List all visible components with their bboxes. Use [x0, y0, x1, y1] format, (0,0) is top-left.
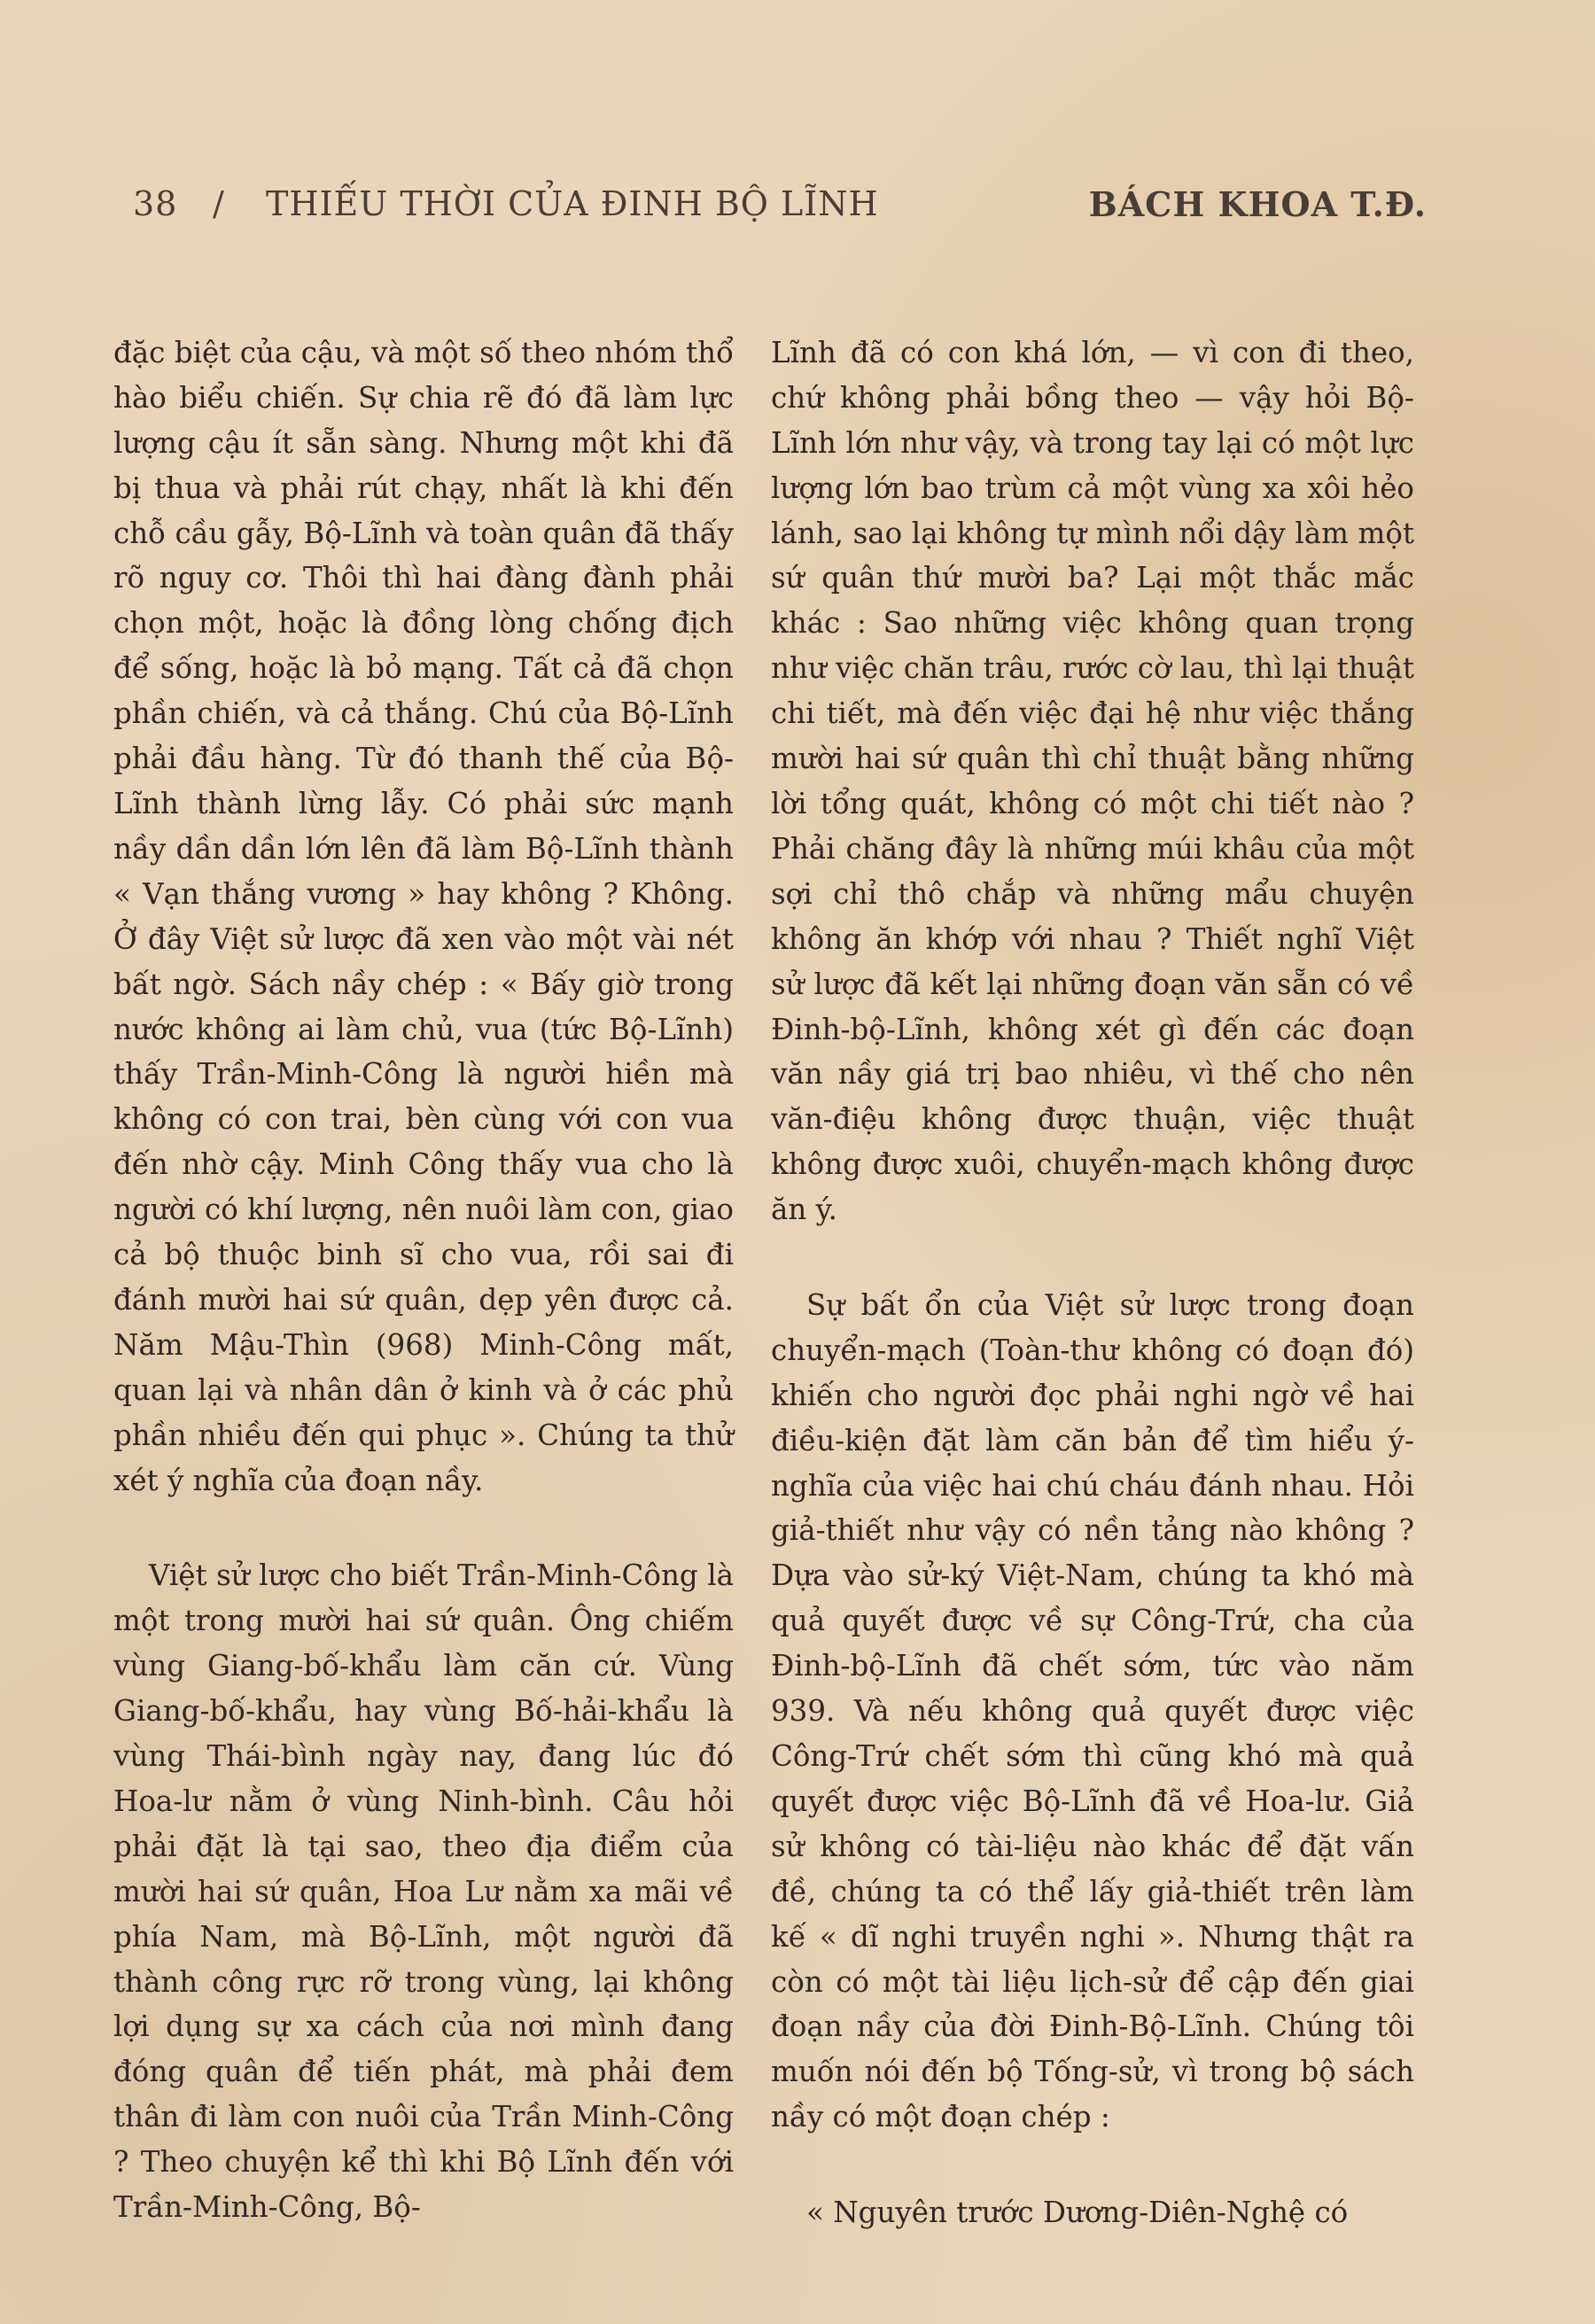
paragraph: Việt sử lược cho biết Trần-Minh-Công là một trong mười hai sứ quân. Ông chiếm vùng Giang-bố-khẩu làm căn cứ. Vùng Giang-bố-khẩu, hay vùng Bố-hải-khẩu là vùng Thái-bình ngày nay, đang lúc đó Hoa-lư nằm ở vùng Ninh-bình. Câu hỏi phải đặt là tại sao, theo địa điểm của mười hai sứ quân, Hoa Lư nằm xa mãi về phía Nam, mà Bộ-Lĩnh, một người đã thành công rực rỡ trong vùng, lại không lợi dụng sự xa cách của nơi mình đang đóng quân để tiến phát, mà phải đem thân đi làm con nuôi của Trần Minh-Công ? Theo chuyện kể thì khi Bộ Lĩnh đến với Trần-Minh-Công, Bộ- — [113, 1558, 734, 2225]
left-column — [113, 285, 734, 2275]
journal-name: BÁCH KHOA T.Đ. — [1088, 184, 1427, 224]
header-separator: / — [213, 184, 225, 223]
article-title: THIẾU THỜI CỦA ĐINH BỘ LĨNH — [266, 184, 879, 223]
right-column — [771, 285, 1414, 2281]
quote-paragraph: « Nguyên trước Dương-Diên-Nghệ có — [806, 2196, 1349, 2230]
paragraph: Lĩnh đã có con khá lớn, — vì con đi theo, chứ không phải bồng theo — vậy hỏi Bộ-Lĩnh lớn như vậy, và trong tay lại có một lực lượng lớn bao trùm cả một vùng xa xôi hẻo lánh, sao lại không tự mình nổi dậy làm một sứ quân thứ mười ba? Lại một thắc mắc khác : Sao những việc không quan trọng như việc chăn trâu, rước cờ lau, thì lại thuật chi tiết, mà đến việc đại hệ như việc thắng mười hai sứ quân thì chỉ thuật bằng những lời tổng quát, không có một chi tiết nào ? Phải chăng đây là những múi khâu của một sợi chỉ thô chắp và những mẩu chuyện không ăn khớp với nhau ? Thiết nghĩ Việt sử lược đã kết lại những đoạn văn sẵn có về Đinh-bộ-Lĩnh, không xét gì đến các đoạn văn nầy giá trị bao nhiêu, vì thế cho nên văn-điệu không được thuận, việc thuật không được xuôi, chuyển-mạch không được ăn ý. — [771, 335, 1414, 1227]
paragraph: Sự bất ổn của Việt sử lược trong đoạn chuyển-mạch (Toàn-thư không có đoạn đó) khiến cho người đọc phải nghi ngờ về hai điều-kiện đặt làm căn bản để tìm hiểu ý-nghĩa của việc hai chú cháu đánh nhau. Hỏi giả-thiết như vậy có nền tảng nào không ? Dựa vào sử-ký Việt-Nam, chúng ta khó mà quả quyết được về sự Công-Trứ, cha của Đinh-bộ-Lĩnh đã chết sớm, tức vào năm 939. Và nếu không quả quyết được việc Công-Trứ chết sớm thì cũng khó mà quả quyết được việc Bộ-Lĩnh đã về Hoa-lư. Giả sử không có tài-liệu nào khác để đặt vấn đề, chúng ta có thể lấy giả-thiết trên làm kế « dĩ nghi truyền nghi ». Nhưng thật ra còn có một tài liệu lịch-sử để cập đến giai đoạn nầy của đời Đinh-Bộ-Lĩnh. Chúng tôi muốn nói đến bộ Tống-sử, vì trong bộ sách nầy có một đoạn chép : — [771, 1287, 1414, 2134]
paragraph: đặc biệt của cậu, và một số theo nhóm thổ hào biểu chiến. Sự chia rẽ đó đã làm lực lượng cậu ít sẵn sàng. Nhưng một khi đã bị thua và phải rút chạy, nhất là khi đến chỗ cầu gẫy, Bộ-Lĩnh và toàn quân đã thấy rõ nguy cơ. Thôi thì hai đàng đành phải chọn một, hoặc là đồng lòng chống địch để sống, hoặc là bỏ mạng. Tất cả đã chọn phần chiến, và cả thắng. Chú của Bộ-Lĩnh phải đầu hàng. Từ đó thanh thế của Bộ-Lĩnh thành lừng lẫy. Có phải sức mạnh nầy dần dần lớn lên đã làm Bộ-Lĩnh thành « Vạn thắng vương » hay không ? Không. Ở đây Việt sử lược đã xen vào một vài nét bất ngờ. Sách nầy chép : « Bấy giờ trong nước không ai làm chủ, vua (tức Bộ-Lĩnh) thấy Trần-Minh-Công là người hiền mà không có con trai, bèn cùng với con vua đến nhờ cậy. Minh Công thấy vua cho là người có khí lượng, nên nuôi làm con, giao cả bộ thuộc binh sĩ cho vua, rồi sai đi đánh mười hai sứ quân, dẹp yên được cả. Năm Mậu-Thìn (968) Minh-Công mất, quan lại và nhân dân ở kinh và ở các phủ phần nhiều đến qui phục ». Chúng ta thử xét ý nghĩa của đoạn nầy. — [113, 335, 734, 1497]
page-number: 38 — [133, 184, 178, 223]
